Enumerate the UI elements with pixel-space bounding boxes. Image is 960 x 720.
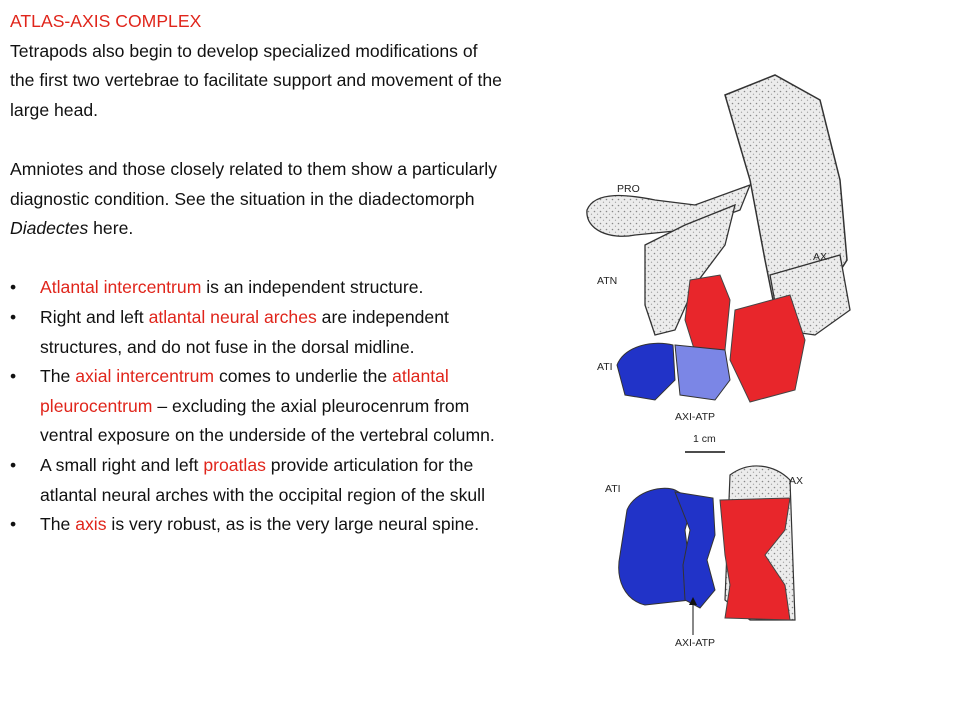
para2-end: here. (88, 218, 134, 239)
bullet-list (10, 273, 505, 539)
bullet-text: is very robust, as is the very large neural spine. (106, 514, 480, 535)
bullet-text: – excluding the axial pleurocenrum from ventral exposure on the underside of the vertebral column. (40, 395, 495, 446)
spacer (10, 244, 505, 274)
bullet-text: The (40, 366, 76, 387)
axis-centrum-top (730, 295, 805, 402)
bullet-item-axial-intercentrum (10, 362, 505, 451)
label-axi-atp-bottom: AXI-ATP (675, 637, 716, 649)
term-atlantal-neural-arches: atlantal neural arches (148, 306, 317, 327)
figure-svg (575, 60, 955, 710)
label-ax-bottom: AX (789, 475, 804, 487)
bullet-text: A small right and left (40, 454, 204, 475)
bullet-text: comes to underlie the (214, 366, 393, 387)
bullet-item-intercentrum (10, 273, 505, 303)
term-axis: axis (75, 514, 107, 535)
label-ax-top: AX (813, 251, 828, 263)
slide-title: ATLAS-AXIS COMPLEX (10, 11, 202, 31)
bullet-icon: • (10, 514, 17, 535)
term-atlantal-pleurocentrum: atlantal pleurocentrum (40, 366, 449, 416)
spacer (10, 125, 505, 155)
label-ati-bottom: ATI (605, 483, 621, 495)
slide-text (10, 7, 505, 540)
atlantal-pleurocentrum-top (675, 345, 730, 400)
intro-paragraph: Tetrapods also begin to develop specialized modifications of the first two vertebrae to facilitate support and movement of the large head. (10, 40, 502, 120)
para2-text: Amniotes and those closely related to them show a particularly diagnostic condition. See the situation in the diadectomorph (10, 158, 498, 209)
bullet-text: provide articulation for the atlantal neural arches with the occipital region of the skull (40, 454, 485, 505)
diadectes-term: Diadectes (10, 218, 89, 239)
label-atn: ATN (597, 275, 618, 287)
term-proatlas: proatlas (203, 454, 266, 475)
bullet-text: is an independent structure. (201, 277, 424, 298)
bullet-text: The (40, 514, 76, 535)
bullet-icon: • (10, 366, 17, 387)
label-ati-top: ATI (597, 361, 613, 373)
atlas-axis-figure (575, 60, 955, 710)
diadectes-paragraph (10, 155, 505, 244)
bullet-item-axis (10, 510, 505, 540)
label-pro: PRO (617, 183, 640, 195)
term-axial-intercentrum: axial intercentrum (75, 366, 215, 387)
label-scale: 1 cm (693, 433, 716, 445)
label-axi-atp-top: AXI-ATP (675, 411, 716, 423)
bullet-item-proatlas (10, 451, 505, 510)
axial-intercentrum-top (685, 275, 730, 352)
bullet-item-neural-arches (10, 303, 505, 362)
term-atlantal-intercentrum: Atlantal intercentrum (40, 277, 202, 298)
bullet-text: are independent structures, and do not fuse in the dorsal midline. (40, 306, 449, 357)
bullet-icon: • (10, 306, 17, 327)
atlantal-intercentrum-top (617, 343, 675, 400)
bullet-icon: • (10, 454, 17, 475)
bullet-text: Right and left (40, 306, 149, 327)
bullet-icon: • (10, 277, 17, 298)
